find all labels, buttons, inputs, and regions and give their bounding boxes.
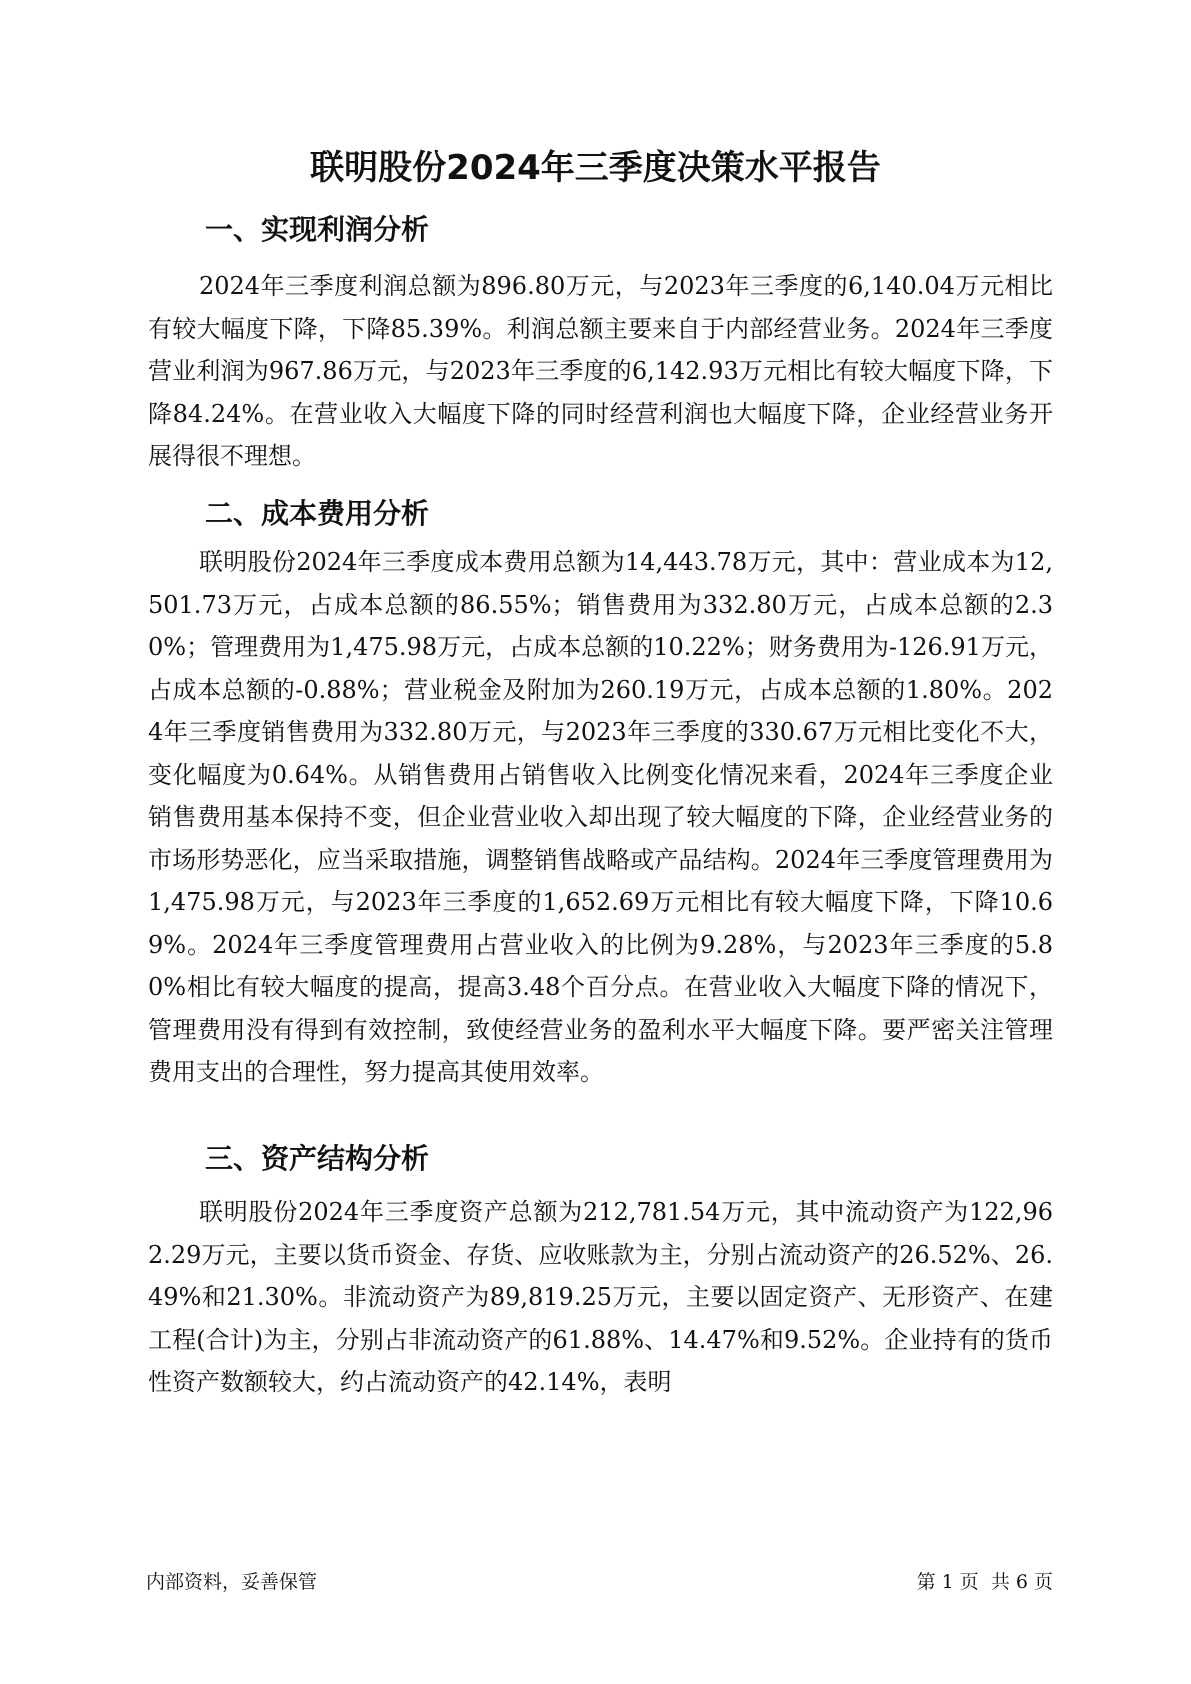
footer-page-number: 第 1 页 共 6 页 [916,1571,1053,1593]
section-heading-assets: 三、资产结构分析 [205,1142,430,1175]
section-heading-profit: 一、实现利润分析 [205,213,430,246]
footer-confidential-note: 内部资料，妥善保管 [146,1571,318,1593]
document-title: 联明股份2024年三季度决策水平报告 [310,148,881,188]
section-paragraph-profit: 2024年三季度利润总额为896.80万元，与2023年三季度的6,140.04万元相比有较大幅度下降，下降85.39%。利润总额主要来自于内部经营业务。2024年三季度营业利润为967.86万元，与2023年三季度的6,142.93万元相比有较大幅度下降，下降84.24%。在营业收入大幅度下降的同时经营利润也大幅度下降，企业经营业务开展得很不理想。 [148,272,1053,470]
section-heading-cost: 二、成本费用分析 [205,497,430,530]
section-paragraph-assets: 联明股份2024年三季度资产总额为212,781.54万元，其中流动资产为122,962.29万元，主要以货币资金、存货、应收账款为主，分别占流动资产的26.52%、26.49%和21.30%。非流动资产为89,819.25万元，主要以固定资产、无形资产、在建工程(合计)为主，分别占非流动资产的61.88%、14.47%和9.52%。企业持有的货币性资产数额较大，约占流动资产的42.14%，表明 [148,1198,1053,1396]
section-paragraph-cost: 联明股份2024年三季度成本费用总额为14,443.78万元，其中：营业成本为12,501.73万元，占成本总额的86.55%；销售费用为332.80万元，占成本总额的2.30%；管理费用为1,475.98万元，占成本总额的10.22%；财务费用为-126.91万元，占成本总额的-0.88%；营业税金及附加为260.19万元，占成本总额的1.80%。2024年三季度销售费用为332.80万元，与2023年三季度的330.67万元相比变化不大，变化幅度为0.64%。从销售费用占销售收入比例变化情况来看，2024年三季度企业销售费用基本保持不变，但企业营业收入却出现了较大幅度的下降，企业经营业务的市场形势恶化，应当采取措施，调整销售战略或产品结构。2024年三季度管理费用为1,475.98万元，与2023年三季度的1,652.69万元相比有较大幅度下降，下降10.69%。2024年三季度管理费用占营业收入的比例为9.28%，与2023年三季度的5.80%相比有较大幅度的提高，提高3.48个百分点。在营业收入大幅度下降的情况下，管理费用没有得到有效控制，致使经营业务的盈利水平大幅度下降。要严密关注管理费用支出的合理性，努力提高其使用效率。 [148,548,1053,1086]
